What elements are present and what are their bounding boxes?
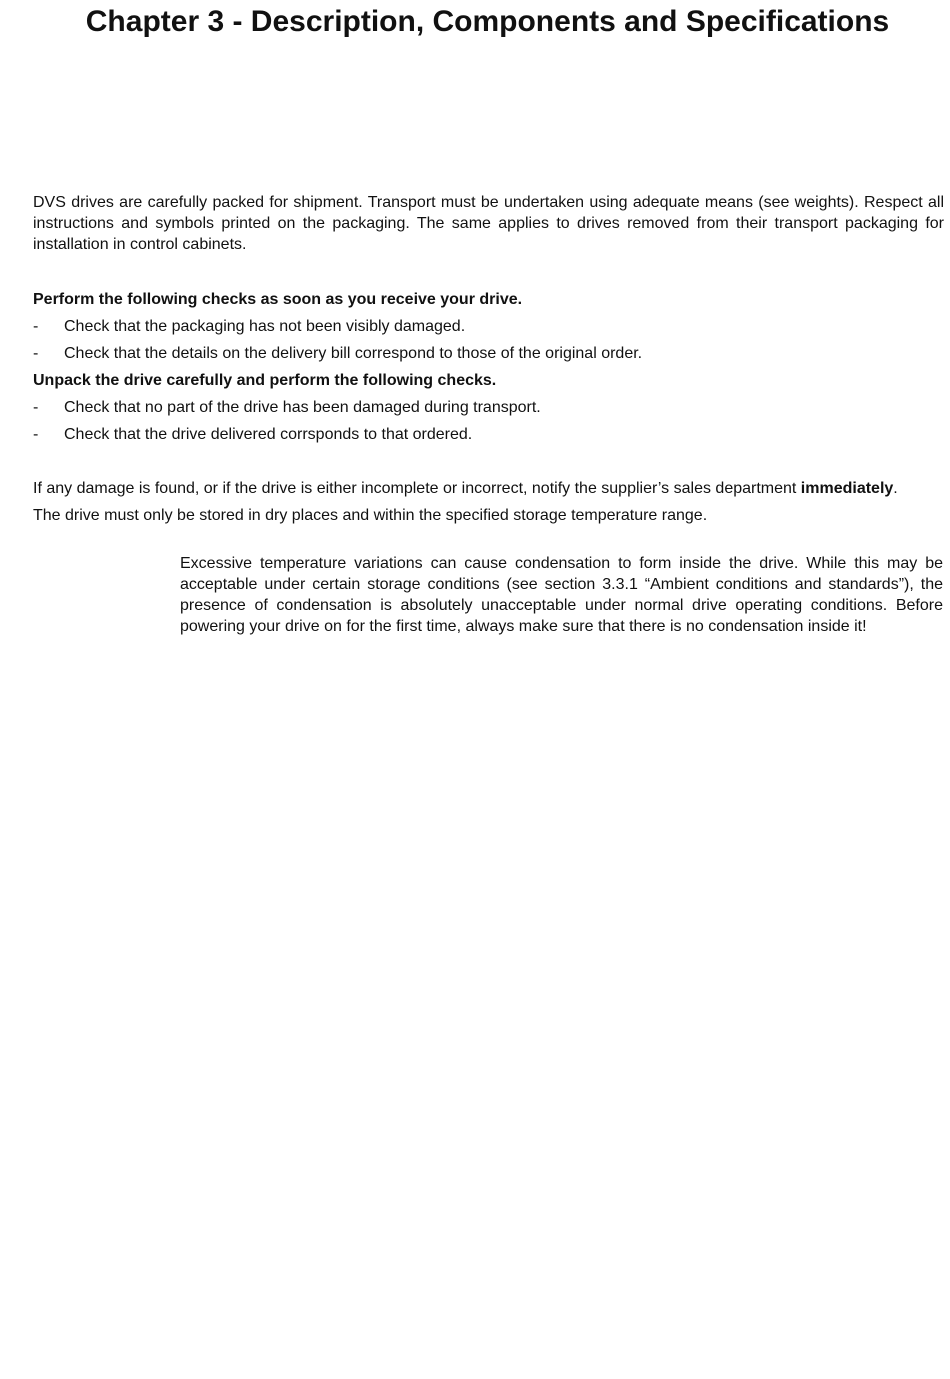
list-item-text: Check that the packaging has not been visibly damaged.	[64, 318, 466, 335]
damage-emphasis: immediately	[800, 480, 894, 497]
condensation-note: Excessive temperature variations can cause condensation to form inside the drive. While this may be acceptable under certain storage conditions (see section 3.3.1 “Ambient conditions and standards”), the presence of condensation is absolutely unacceptable under normal drive operating conditions. Before powering your drive on for the first time, always make sure that there is no condensation inside it!	[180, 555, 943, 635]
bullet-dash: -	[33, 426, 39, 443]
list-item-text: Check that no part of the drive has been damaged during transport.	[64, 399, 541, 416]
bullet-dash: -	[33, 318, 39, 335]
damage-text-end: .	[893, 480, 898, 497]
list-item-text: Check that the details on the delivery bill correspond to those of the original order.	[64, 345, 643, 362]
bullet-dash: -	[33, 345, 39, 362]
intro-paragraph: DVS drives are carefully packed for shipment. Transport must be undertaken using adequate means (see weights). Respect all instructions and symbols printed on the packaging. The same applies to drives removed from their transport packaging for installation in control cabinets.	[33, 194, 944, 253]
damage-paragraph	[33, 478, 944, 499]
damage-text: If any damage is found, or if the drive is either incomplete or incorrect, notify the supplier’s sales department	[33, 480, 801, 497]
bullet-dash: -	[33, 399, 39, 416]
storage-paragraph: The drive must only be stored in dry places and within the specified storage temperature range.	[33, 507, 708, 524]
list-item-text: Check that the drive delivered corrsponds to that ordered.	[64, 426, 473, 443]
receive-checks-heading: Perform the following checks as soon as you receive your drive.	[33, 291, 523, 308]
page-title: Chapter 3 - Description, Components and Specifications	[85, 5, 890, 38]
unpack-checks-heading: Unpack the drive carefully and perform the following checks.	[33, 372, 497, 389]
